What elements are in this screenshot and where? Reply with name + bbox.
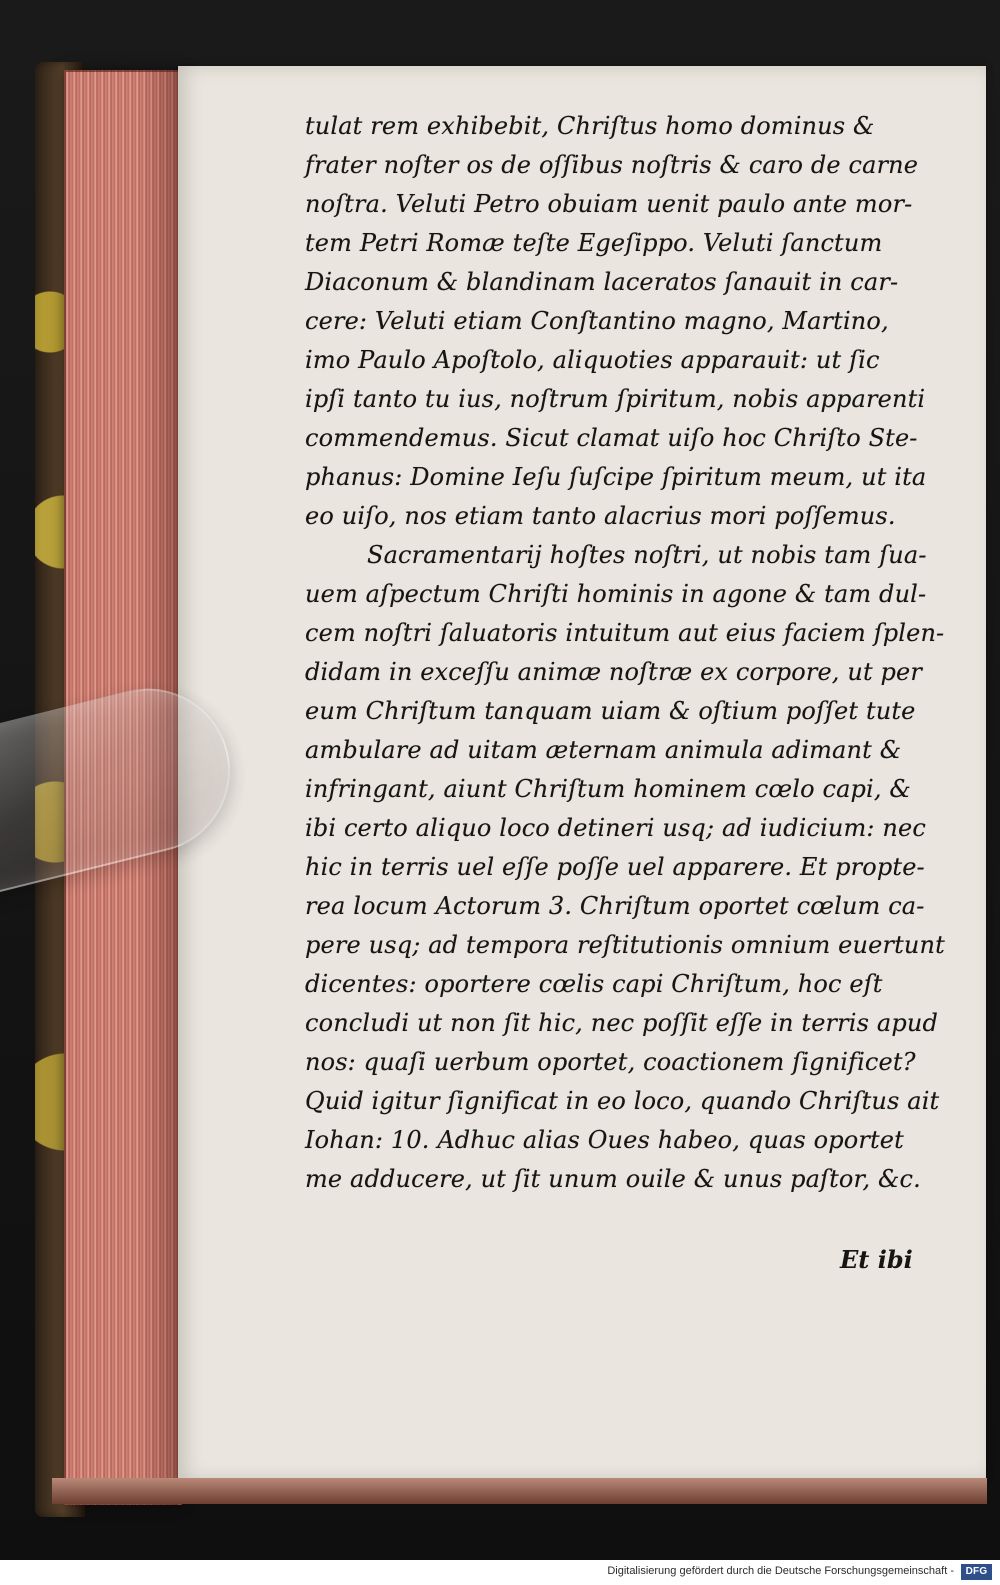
text-line: frater noſter os de oſſibus noſtris & caro de carne [305, 151, 919, 179]
text-line: didam in exceſſu animæ noſtræ ex corpore, ut per [305, 658, 923, 686]
text-line: cere: Veluti etiam Conſtantino magno, Martino, [305, 307, 889, 335]
text-line: me adducere, ut ſit unum ouile & unus paſtor, &c. [305, 1165, 921, 1193]
text-line: hic in terris uel eſſe poſſe uel apparere. Et propte- [305, 853, 925, 881]
text-line: commendemus. Sicut clamat uiſo hoc Chriſto Ste- [305, 424, 918, 452]
footer-credit-text: Digitalisierung gefördert durch die Deutsche Forschungsgemeinschaft - [607, 1565, 954, 1577]
text-line: concludi ut non ſit hic, nec poſſit eſſe in terris apud [305, 1009, 938, 1037]
dfg-logo: DFG [961, 1564, 992, 1580]
book-bottom-edge [52, 1478, 987, 1504]
text-line: ibi certo aliquo loco detineri usq; ad iudicium: nec [305, 814, 926, 842]
text-line: eum Chriſtum tanquam uiam & oſtium poſſet tute [305, 697, 916, 725]
text-line: infringant, aiunt Chriſtum hominem cœlo capi, & [305, 775, 911, 803]
text-line: Iohan: 10. Adhuc alias Oues habeo, quas oportet [305, 1126, 904, 1154]
text-line: Sacramentarij hoſtes noſtri, ut nobis tam ſua- [367, 541, 927, 569]
page-text-block [305, 107, 945, 1199]
text-line: noſtra. Veluti Petro obuiam uenit paulo ante mor- [305, 190, 913, 218]
catchword: Et ibi [840, 1245, 913, 1274]
text-line: Quid igitur ſignificat in eo loco, quando Chriſtus ait [305, 1087, 940, 1115]
text-line: imo Paulo Apoſtolo, aliquoties apparauit: ut ſic [305, 346, 880, 374]
text-line: eo uiſo, nos etiam tanto alacrius mori poſſemus. [305, 502, 896, 530]
footer-bar [0, 1560, 1000, 1585]
text-line: ipſi tanto tu ius, noſtrum ſpiritum, nobis apparenti [305, 385, 926, 413]
text-line: Diaconum & blandinam laceratos ſanauit in car- [305, 268, 899, 296]
text-line: cem noſtri ſaluatoris intuitum aut eius faciem ſplen- [305, 619, 945, 647]
text-line: dicentes: oportere cœlis capi Chriſtum, hoc eſt [305, 970, 883, 998]
text-line: phanus: Domine Ieſu ſuſcipe ſpiritum meum, ut ita [305, 463, 927, 491]
text-line: tulat rem exhibebit, Chriſtus homo dominus & [305, 112, 875, 140]
text-line: nos: quaſi uerbum oportet, coactionem ſignificet? [305, 1048, 916, 1076]
text-line: pere usq; ad tempora reſtitutionis omnium euertunt [305, 931, 945, 959]
text-line: rea locum Actorum 3. Chriſtum oportet cœlum ca- [305, 892, 925, 920]
text-line: ambulare ad uitam æternam animula adimant & [305, 736, 902, 764]
text-line: uem aſpectum Chriſti hominis in agone & tam dul- [305, 580, 927, 608]
text-line: tem Petri Romæ teſte Egeſippo. Veluti ſanctum [305, 229, 883, 257]
